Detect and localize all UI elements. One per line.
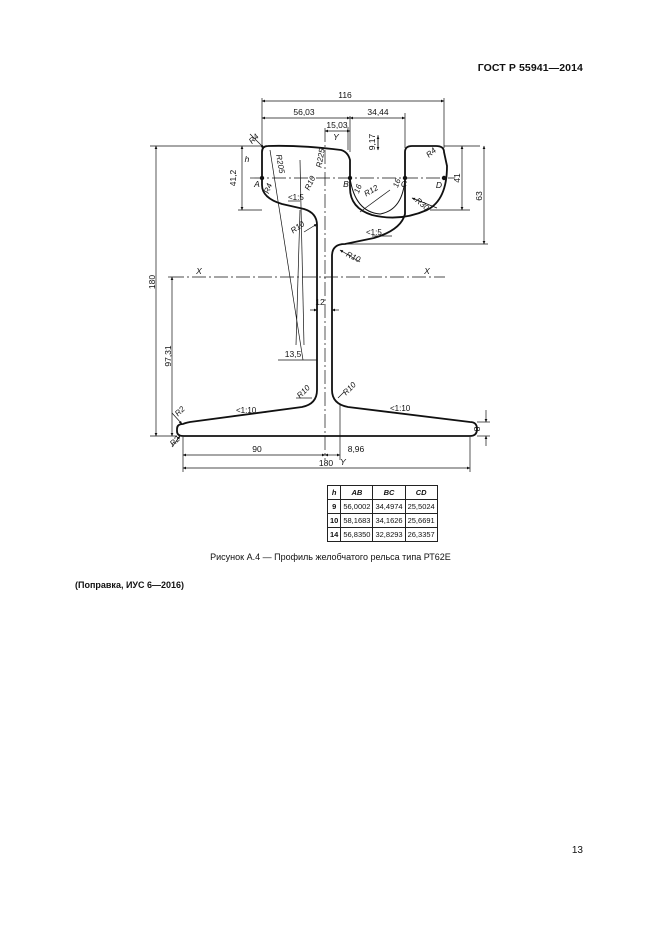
radius-R10-head: R10 <box>302 174 318 192</box>
dim-12: 12 <box>315 297 325 307</box>
slope-web: <1:5 <box>366 228 382 237</box>
radius-R12: R12 <box>362 183 380 199</box>
label-X-right: X <box>424 266 430 276</box>
dim-8: 8 <box>472 426 482 432</box>
table-cell: 25,5024 <box>405 500 437 514</box>
table-header: AB <box>341 486 373 500</box>
dimensions-table <box>327 485 438 542</box>
table-row <box>328 514 438 528</box>
amendment-note: (Поправка, ИУС 6—2016) <box>75 580 185 590</box>
slope-foot-left: <1:10 <box>236 406 257 415</box>
radius-R10-bottom-left: R10 <box>295 383 312 401</box>
page-number: 13 <box>571 845 583 856</box>
dim-180-vertical: 180 <box>147 274 157 290</box>
label-D: D <box>435 180 443 190</box>
table-cell: 34,1626 <box>373 514 405 528</box>
table-row <box>328 528 438 542</box>
dim-116: 116 <box>338 90 352 100</box>
label-C: C <box>400 179 408 189</box>
radius-R225: R225 <box>314 147 327 169</box>
point-A <box>260 176 264 180</box>
table-cell: 32,8293 <box>373 528 405 542</box>
radius-R2-bottom: R2 <box>168 434 182 449</box>
radius-R30: R30 <box>413 196 431 213</box>
table-header: CD <box>405 486 437 500</box>
label-X-left: X <box>196 266 202 276</box>
table-cell: 14 <box>328 528 341 542</box>
radius-R2-top: R2 <box>173 404 187 419</box>
label-h: h <box>244 154 250 164</box>
table-cell: 10 <box>328 514 341 528</box>
dim-9-17: 9,17 <box>367 133 377 151</box>
radius-R4-top-left: R4 <box>247 132 261 146</box>
dim-90: 90 <box>252 444 262 454</box>
label-B: B <box>343 179 349 189</box>
dim-56-03: 56,03 <box>293 107 315 117</box>
table-header: BC <box>373 486 405 500</box>
value-16-b: 16 <box>391 177 403 189</box>
dim-41-2: 41,2 <box>228 169 238 187</box>
table-row <box>328 500 438 514</box>
dim-63: 63 <box>474 191 484 201</box>
figure-caption: Рисунок А.4 — Профиль желобчатого рельса типа РТ62Е <box>210 552 451 562</box>
table-header: h <box>328 486 341 500</box>
document-number: ГОСТ Р 55941—2014 <box>477 62 583 74</box>
table-cell: 56,8350 <box>341 528 373 542</box>
table-cell: 9 <box>328 500 341 514</box>
radius-R4-left: R4 <box>262 182 275 195</box>
table-header-row <box>328 486 438 500</box>
slope-foot-right: <1:10 <box>390 404 411 413</box>
rail-outline <box>177 146 477 436</box>
radius-R205: R205 <box>274 153 287 175</box>
table-cell: 58,1683 <box>341 514 373 528</box>
table-cell: 34,4974 <box>373 500 405 514</box>
slope-head: <1:5 <box>288 193 304 202</box>
dim-8-96: 8,96 <box>347 444 365 454</box>
dim-180-horizontal: 180 <box>318 458 334 468</box>
label-Y-top: Y <box>333 132 339 142</box>
label-Y-bottom: Y <box>340 457 346 467</box>
dim-34-44: 34,44 <box>367 107 389 117</box>
table-cell: 26,3357 <box>405 528 437 542</box>
radius-R10-web: R10 <box>344 249 362 265</box>
dim-97-31: 97,31 <box>163 345 173 367</box>
radius-R4-top-right: R4 <box>424 145 438 160</box>
radius-R10-left: R10 <box>289 219 307 236</box>
dim-15-03: 15,03 <box>326 120 348 130</box>
table-cell: 56,0002 <box>341 500 373 514</box>
value-16-a: 16 <box>352 183 364 195</box>
dim-13-5: 13,5 <box>284 349 302 359</box>
radius-R10-bottom-right: R10 <box>341 380 358 398</box>
label-A: A <box>254 179 260 189</box>
dim-41: 41 <box>452 173 462 183</box>
table-cell: 25,6691 <box>405 514 437 528</box>
point-D <box>442 176 446 180</box>
